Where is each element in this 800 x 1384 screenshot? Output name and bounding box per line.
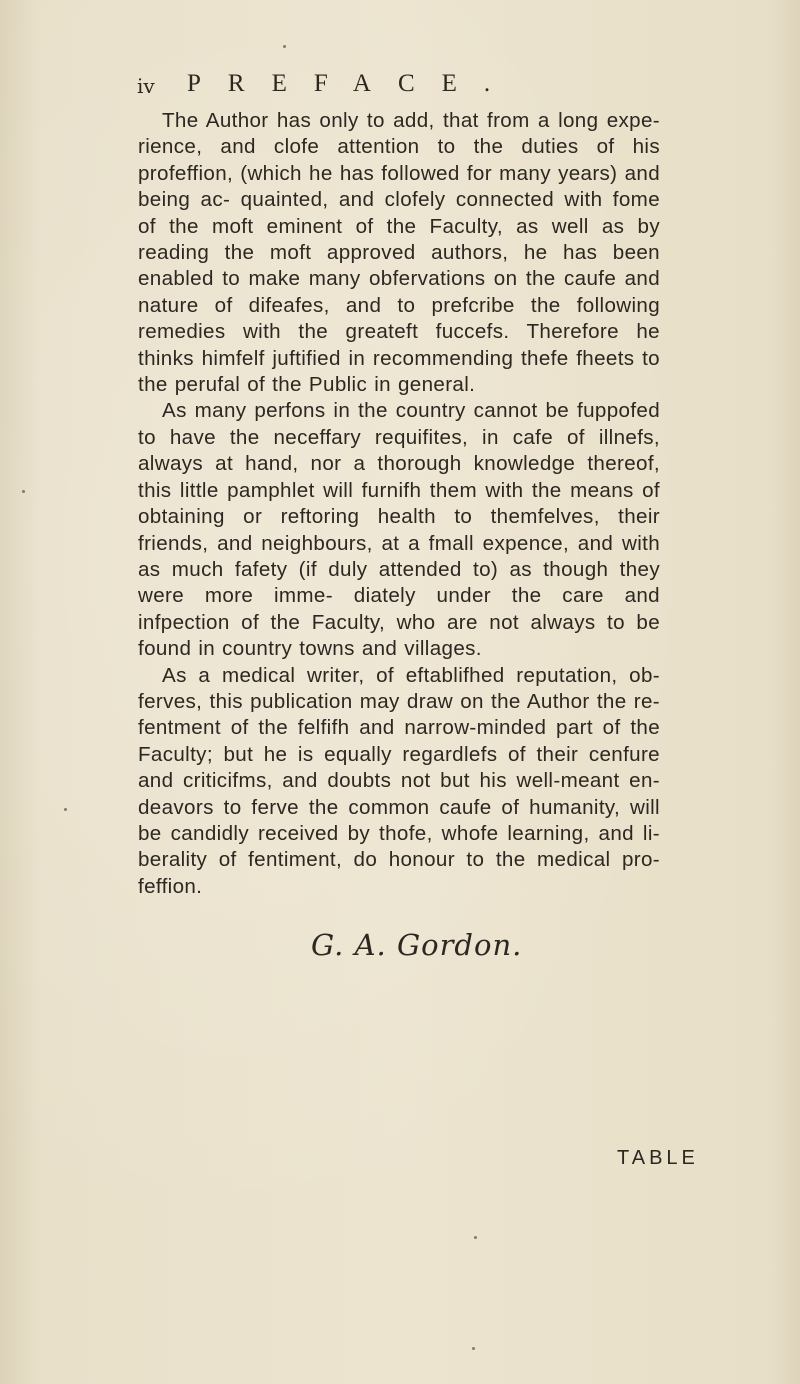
paragraph-country-persons: As many perfons in the country cannot be fuppofed to have the neceffary requifites, in cafe of illnefs, always at hand, nor a thorough knowledge thereof, this little pamphlet will furnifh them with the means of obtaining or reftoring health to themfelves, their friends, and neighbours, at a fmall expence, and with as much fafety (if duly attended to) as though they were more imme- diately under the care and infpection of the Faculty, who are not always to be found in country towns and villages. xyxy=(138,399,660,661)
paper-speck xyxy=(22,490,25,493)
paragraph-author-experience: The Author has only to add, that from a long expe- rience, and clofe attention to the duties of his profeffion, (which he has followed for many years) and being ac- quainted, and clofely connected with fome of the moft eminent of the Faculty, as well as by reading the moft approved authors, he has been enabled to make many obfervations on the caufe and nature of difeafes, and to prefcribe the following remedies with the greateft fuccefs. Therefore he thinks himfelf juftified in recommending thefe fheets to the perufal of the Public in general. xyxy=(138,109,660,397)
paragraph-medical-writer: As a medical writer, of eftablifhed reputation, ob- ferves, this publication may draw on the Author the re- fentment of the felfifh and narrow-minded part of the Faculty; but he is equally regardlefs of their cenfure and criticifms, and doubts not but his well-meant en- deavors to ferve the common caufe of humanity, will be candidly received by thofe, whofe learning, and li- berality of fentiment, do honour to the medical pro- feffion. xyxy=(138,663,660,898)
paper-speck xyxy=(283,45,286,48)
page-number: iv xyxy=(137,74,155,98)
catchword: TABLE xyxy=(617,1147,699,1169)
paper-speck xyxy=(474,1236,477,1239)
page-header xyxy=(137,66,657,106)
paper-speck xyxy=(472,1347,475,1350)
paper-speck xyxy=(64,808,67,811)
preface-body xyxy=(138,108,660,900)
running-head: PREFACE. xyxy=(187,70,518,97)
author-signature: G. A. Gordon. xyxy=(311,928,523,962)
